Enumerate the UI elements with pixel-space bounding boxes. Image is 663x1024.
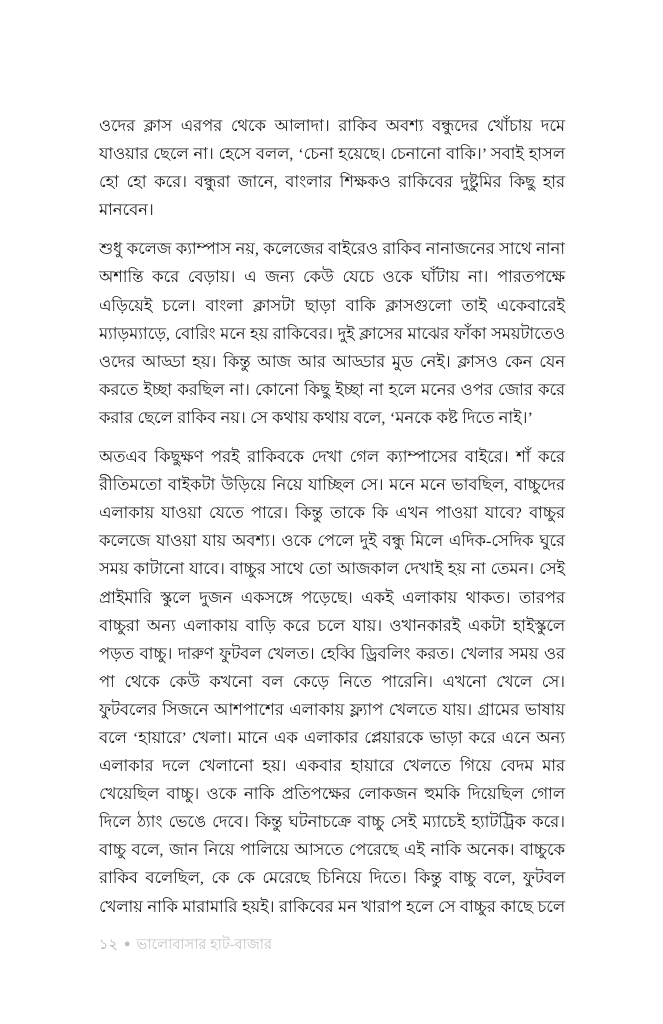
paragraph-1: ওদের ক্লাস এরপর থেকে আলাদা। রাকিব অবশ্য বন্ধুদের খোঁচায় দমে যাওয়ার ছেলে না। হেসে বলল, ‘চেনা হয়েছে। চেনানো বাকি।’ সবাই হাসল হো হো করে। বন্ধুরা জানে, বাংলার শিক্ষকও রাকিবের দুষ্টুমির কিছু হার মানবেন। xyxy=(99,116,565,220)
page-footer xyxy=(99,935,272,955)
paragraph-2: শুধু কলেজ ক্যাম্পাস নয়, কলেজের বাইরেও রাকিব নানাজনের সাথে নানা অশান্তি করে বেড়ায়। এ জন্য কেউ যেচে ওকে ঘাঁটায় না। পারতপক্ষে এড়িয়েই চলে। বাংলা ক্লাসটা ছাড়া বাকি ক্লাসগুলো তাই একেবারেই ম্যাড়ম্যাড়ে, বোরিং মনে হয় রাকিবের। দুই ক্লাসের মাঝের ফাঁকা সময়টাতেও ওদের আড্ডা হয়। কিন্তু আজ আর আড্ডার মুড নেই। ক্লাসও কেন যেন করতে ইচ্ছা করছিল না। কোনো কিছু ইচ্ছা না হলে মনের ওপর জোর করে করার ছেলে রাকিব নয়। সে কথায় কথায় বলে, ‘মনকে কষ্ট দিতে নাই।’ xyxy=(99,239,565,427)
bullet-separator-icon: ● xyxy=(123,937,131,950)
paragraph-3: অতএব কিছুক্ষণ পরই রাকিবকে দেখা গেল ক্যাম্পাসের বাইরে। শাঁ করে রীতিমতো বাইকটা উড়িয়ে নিয়ে যাচ্ছিল সে। মনে মনে ভাবছিল, বাচ্চুদের এলাকায় যাওয়া যেতে পারে। কিন্তু তাকে কি এখন পাওয়া যাবে? বাচ্চুর কলেজে যাওয়া যায় অবশ্য। ওকে পেলে দুই বন্ধু মিলে এদিক-সেদিক ঘুরে সময় কাটানো যাবে। বাচ্চুর সাথে তো আজকাল দেখাই হয় না তেমন। সেই প্রাইমারি স্কুলে দুজন একসঙ্গে পড়েছে। একই এলাকায় থাকত। তারপর বাচ্চুরা অন্য এলাকায় বাড়ি করে চলে যায়। ওখানকারই একটা হাইস্কুলে পড়ত বাচ্চু। দারুণ ফুটবল খেলত। হেব্বি ড্রিবলিং করত। খেলার সময় ওর পা থেকে কেউ কখনো বল কেড়ে নিতে পারেনি। এখনো খেলে সে। ফুটবলের সিজনে আশপাশের এলাকায় ফ্ল্যাপ খেলতে যায়। গ্রামের ভাষায় বলে ‘হায়ারে’ খেলা। মানে এক এলাকার প্লেয়ারকে ভাড়া করে এনে অন্য এলাকার দলে খেলানো হয়। একবার হায়ারে খেলতে গিয়ে বেদম মার খেয়েছিল বাচ্চু। ওকে নাকি প্রতিপক্ষের লোকজন হুমকি দিয়েছিল গোল দিলে ঠ্যাং ভেঙে দেবে। কিন্তু ঘটনাচক্রে বাচ্চু সেই ম্যাচেই হ্যাটট্রিক করে। বাচ্চু বলে, জান নিয়ে পালিয়ে আসতে পেরেছে এই নাকি অনেক। বাচ্চুকে রাকিব বলেছিল, কে কে মেরেছে চিনিয়ে দিতে। কিন্তু বাচ্চু বলে, ফুটবল খেলায় নাকি মারামারি হয়ই। রাকিবের মন খারাপ হলে সে বাচ্চুর কাছে চলে xyxy=(99,447,565,916)
footer-book-title: ভালোবাসার হাট-বাজার xyxy=(136,937,272,953)
page-text-block xyxy=(99,112,565,921)
page-number: ১২ xyxy=(99,937,118,953)
